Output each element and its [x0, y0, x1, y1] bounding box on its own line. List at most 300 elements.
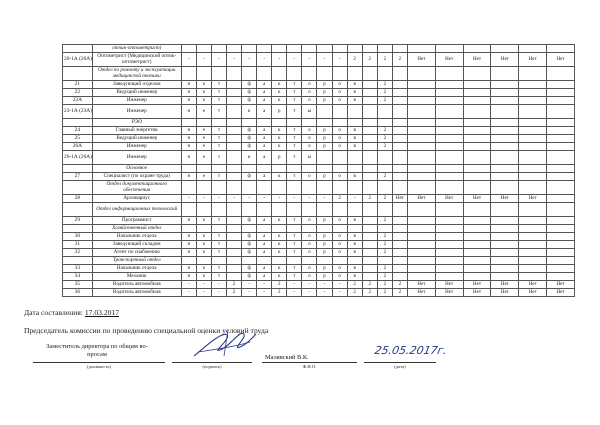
factor-cell	[547, 45, 575, 53]
factor-cell: т	[211, 143, 226, 151]
factor-cell: о	[302, 135, 317, 143]
factor-cell: е	[196, 127, 211, 135]
factor-cell: Нет	[463, 289, 491, 297]
factor-cell	[491, 181, 519, 195]
factor-cell: 2	[272, 281, 287, 289]
row-number	[63, 119, 93, 127]
factor-cell: а	[257, 89, 272, 97]
factor-cell: ф	[242, 217, 257, 225]
factor-cell	[463, 233, 491, 241]
factor-cell: 2	[392, 281, 407, 289]
factor-cell: в	[347, 241, 362, 249]
factor-cell: е	[196, 217, 211, 225]
factor-cell: в	[347, 233, 362, 241]
section-title: РЭО	[92, 119, 181, 127]
factor-cell	[435, 81, 463, 89]
factor-cell	[227, 273, 242, 281]
factor-cell: е	[196, 97, 211, 105]
factor-cell	[362, 241, 377, 249]
factor-cell: а	[257, 241, 272, 249]
factor-cell: ф	[242, 97, 257, 105]
factor-cell	[547, 135, 575, 143]
factor-cell	[392, 165, 407, 173]
signature-underline	[172, 362, 252, 363]
factor-cell: Нет	[519, 195, 547, 203]
table-row	[63, 53, 575, 67]
factor-cell	[392, 173, 407, 181]
factor-cell: Нет	[519, 281, 547, 289]
factor-cell: Нет	[407, 289, 435, 297]
factor-cell	[463, 97, 491, 105]
factor-cell: о	[302, 233, 317, 241]
factor-cell: Нет	[435, 195, 463, 203]
section-title: Отдел информационных технологий	[92, 203, 181, 217]
factor-cell: -	[242, 289, 257, 297]
row-number: 28	[63, 195, 93, 203]
factor-cell: ф	[242, 143, 257, 151]
factor-cell: о	[332, 249, 347, 257]
factor-cell	[196, 45, 211, 53]
factor-cell	[491, 151, 519, 165]
factor-cell	[347, 105, 362, 119]
factor-cell	[227, 67, 242, 81]
factor-cell: -	[257, 53, 272, 67]
factor-cell: т	[211, 217, 226, 225]
factor-cell: -	[211, 195, 226, 203]
factor-cell	[392, 265, 407, 273]
factor-cell: -	[181, 289, 196, 297]
factor-cell: о	[302, 127, 317, 135]
factor-cell: о	[332, 81, 347, 89]
factor-cell	[196, 119, 211, 127]
caption-signature: (подпись)	[202, 364, 222, 369]
factor-cell: о	[332, 173, 347, 181]
factor-cell: -	[302, 53, 317, 67]
factor-cell	[362, 127, 377, 135]
factor-cell	[181, 181, 196, 195]
factor-cell	[435, 127, 463, 135]
factor-cell	[362, 135, 377, 143]
factor-cell: -	[332, 289, 347, 297]
table-row	[63, 265, 575, 273]
factor-cell: н	[181, 143, 196, 151]
position-name: Водитель автомобиля	[92, 281, 181, 289]
factor-cell	[347, 67, 362, 81]
factor-cell: Нет	[407, 195, 435, 203]
factor-cell	[377, 119, 392, 127]
factor-cell	[362, 265, 377, 273]
factor-cell: т	[287, 249, 302, 257]
factor-cell: ф	[242, 273, 257, 281]
factor-cell: р	[317, 233, 332, 241]
factor-cell: в	[347, 143, 362, 151]
row-number	[63, 67, 93, 81]
row-number	[63, 203, 93, 217]
factor-cell	[491, 173, 519, 181]
factor-cell: 2	[377, 97, 392, 105]
factor-cell: н	[181, 127, 196, 135]
factor-cell	[491, 233, 519, 241]
factor-cell	[242, 119, 257, 127]
factor-cell	[272, 203, 287, 217]
row-number: 22	[63, 89, 93, 97]
factor-cell	[435, 89, 463, 97]
factor-cell	[407, 105, 435, 119]
factor-cell: 2	[392, 289, 407, 297]
factor-cell: 2	[272, 289, 287, 297]
factor-cell: а	[257, 105, 272, 119]
factor-cell	[347, 203, 362, 217]
factor-cell: -	[302, 289, 317, 297]
factor-cell: а	[257, 273, 272, 281]
compilation-date-value: 17.03.2017	[84, 308, 119, 317]
position-name: Механик	[92, 273, 181, 281]
factor-cell	[407, 233, 435, 241]
factor-cell: о	[302, 241, 317, 249]
factor-cell	[547, 225, 575, 233]
factor-cell	[242, 257, 257, 265]
factor-cell: ф	[242, 81, 257, 89]
factor-cell: -	[317, 53, 332, 67]
factor-cell	[491, 81, 519, 89]
factor-cell: к	[272, 233, 287, 241]
position-name: Начальник отдела	[92, 233, 181, 241]
factor-cell	[547, 143, 575, 151]
factor-cell: т	[287, 151, 302, 165]
factor-cell	[287, 165, 302, 173]
section-title: Отдел документационного обеспечения	[92, 181, 181, 195]
factor-cell: т	[211, 249, 226, 257]
factor-cell: р	[272, 105, 287, 119]
factor-cell: т	[211, 81, 226, 89]
section-title: оптик-оптометрист)	[92, 45, 181, 53]
factor-cell	[463, 45, 491, 53]
section-row	[63, 203, 575, 217]
factor-cell: ф	[242, 241, 257, 249]
factor-cell	[435, 257, 463, 265]
factor-cell: т	[287, 105, 302, 119]
factor-cell: р	[317, 173, 332, 181]
factor-cell	[519, 165, 547, 173]
factor-cell: 2	[227, 289, 242, 297]
factor-cell: т	[211, 173, 226, 181]
row-number: 31	[63, 241, 93, 249]
factor-cell: ф	[242, 173, 257, 181]
section-row	[63, 165, 575, 173]
factor-cell	[181, 165, 196, 173]
factor-cell	[211, 45, 226, 53]
factor-cell: 2	[347, 53, 362, 67]
factor-cell	[491, 265, 519, 273]
factor-cell	[362, 143, 377, 151]
factor-cell: Нет	[491, 195, 519, 203]
factor-cell: 2	[377, 53, 392, 67]
factor-cell	[211, 67, 226, 81]
factor-cell: р	[317, 249, 332, 257]
factor-cell	[435, 241, 463, 249]
factor-cell: а	[257, 143, 272, 151]
factor-cell	[435, 105, 463, 119]
factor-cell: -	[257, 195, 272, 203]
section-title: Отдел по ремонту и эксплуатации медицинской техники	[92, 67, 181, 81]
factor-cell	[362, 173, 377, 181]
factor-cell	[362, 217, 377, 225]
factor-cell: о	[302, 217, 317, 225]
factor-cell	[257, 181, 272, 195]
factor-cell	[435, 273, 463, 281]
factor-cell	[317, 225, 332, 233]
factor-cell: Нет	[547, 53, 575, 67]
position-name: Инженер	[92, 105, 181, 119]
factor-cell	[362, 119, 377, 127]
factor-cell: т	[211, 127, 226, 135]
factor-cell: Нет	[407, 281, 435, 289]
factor-cell	[227, 173, 242, 181]
factor-cell	[181, 203, 196, 217]
factor-cell	[272, 45, 287, 53]
position-name: Инженер	[92, 151, 181, 165]
factor-cell	[435, 151, 463, 165]
factor-cell	[302, 181, 317, 195]
factor-cell: Нет	[392, 195, 407, 203]
factor-cell	[227, 203, 242, 217]
factor-cell	[392, 135, 407, 143]
factor-cell	[407, 89, 435, 97]
factor-cell	[377, 45, 392, 53]
factor-cell: Нет	[491, 281, 519, 289]
factor-cell: т	[287, 217, 302, 225]
factor-cell	[547, 127, 575, 135]
factor-cell	[491, 135, 519, 143]
factor-cell	[463, 151, 491, 165]
factor-cell	[227, 45, 242, 53]
factor-cell	[407, 249, 435, 257]
factor-cell: Нет	[435, 53, 463, 67]
factor-cell	[407, 241, 435, 249]
factor-cell: е	[196, 273, 211, 281]
factor-cell: -	[196, 53, 211, 67]
position-name: Ведущий инженер	[92, 135, 181, 143]
factor-cell: в	[347, 265, 362, 273]
factor-cell	[332, 225, 347, 233]
factor-cell	[491, 105, 519, 119]
factor-cell: т	[211, 151, 226, 165]
table-row	[63, 249, 575, 257]
compilation-date-line	[24, 308, 119, 317]
factor-cell: -	[227, 195, 242, 203]
factor-cell	[272, 67, 287, 81]
factor-cell	[407, 273, 435, 281]
factor-cell: к	[272, 81, 287, 89]
factor-cell	[519, 67, 547, 81]
factor-cell: р	[317, 97, 332, 105]
factor-cell	[435, 97, 463, 105]
factor-cell: 2	[377, 173, 392, 181]
factor-cell: Нет	[463, 195, 491, 203]
position-underline	[33, 362, 165, 363]
factor-cell	[362, 203, 377, 217]
factor-cell: н	[181, 81, 196, 89]
factor-cell: -	[272, 53, 287, 67]
factor-cell	[332, 119, 347, 127]
row-number: 30	[63, 233, 93, 241]
factor-cell	[317, 105, 332, 119]
factor-cell	[287, 225, 302, 233]
factor-cell: 2	[377, 143, 392, 151]
factor-cell: 2	[377, 241, 392, 249]
factor-cell	[392, 273, 407, 281]
factor-cell	[491, 97, 519, 105]
factor-cell: к	[272, 217, 287, 225]
factor-cell	[547, 173, 575, 181]
factor-cell	[547, 203, 575, 217]
factor-cell: р	[317, 89, 332, 97]
section-row	[63, 181, 575, 195]
factor-cell: т	[211, 273, 226, 281]
factor-cell: -	[317, 289, 332, 297]
factor-cell: -	[242, 281, 257, 289]
factor-cell: -	[227, 53, 242, 67]
factor-cell: 2	[377, 289, 392, 297]
factor-cell	[227, 165, 242, 173]
factor-cell	[272, 119, 287, 127]
factor-cell: т	[211, 105, 226, 119]
factor-cell	[547, 105, 575, 119]
factor-cell	[227, 81, 242, 89]
factor-cell: е	[196, 143, 211, 151]
factor-cell: р	[317, 127, 332, 135]
factor-cell	[519, 151, 547, 165]
factor-cell: о	[302, 265, 317, 273]
factor-cell: 2	[377, 281, 392, 289]
factor-cell	[519, 89, 547, 97]
factor-cell	[257, 165, 272, 173]
factor-cell: в	[347, 127, 362, 135]
factor-cell	[242, 181, 257, 195]
factor-cell	[407, 173, 435, 181]
factor-cell	[407, 81, 435, 89]
factor-cell: -	[181, 53, 196, 67]
factor-cell: -	[196, 195, 211, 203]
table-row	[63, 273, 575, 281]
factor-cell: 2	[347, 289, 362, 297]
factor-cell	[377, 203, 392, 217]
factor-cell	[407, 181, 435, 195]
row-number: 23-1А (23А)	[63, 105, 93, 119]
factor-cell	[272, 181, 287, 195]
factor-cell	[491, 89, 519, 97]
factor-cell	[332, 67, 347, 81]
factor-cell	[332, 203, 347, 217]
factor-cell	[181, 225, 196, 233]
factor-cell: Нет	[547, 289, 575, 297]
factor-cell	[227, 257, 242, 265]
factor-cell	[491, 67, 519, 81]
factor-cell	[547, 165, 575, 173]
factor-cell	[332, 45, 347, 53]
factor-cell: т	[287, 273, 302, 281]
factor-cell	[463, 241, 491, 249]
factor-cell	[302, 203, 317, 217]
factor-cell: к	[272, 89, 287, 97]
section-row	[63, 119, 575, 127]
assessment-table	[62, 44, 575, 297]
factor-cell	[377, 151, 392, 165]
row-number	[63, 165, 93, 173]
factor-cell: Нет	[519, 53, 547, 67]
factor-cell: -	[211, 289, 226, 297]
factor-cell: е	[196, 173, 211, 181]
factor-cell	[547, 257, 575, 265]
factor-cell: -	[257, 281, 272, 289]
factor-cell: о	[302, 97, 317, 105]
factor-cell	[362, 151, 377, 165]
factor-cell	[362, 81, 377, 89]
factor-cell: Нет	[435, 289, 463, 297]
factor-cell	[519, 45, 547, 53]
factor-cell: о	[332, 143, 347, 151]
signer-position-line1: Заместитель директора по общим во-	[46, 343, 148, 350]
factor-cell	[181, 67, 196, 81]
factor-cell	[377, 257, 392, 265]
factor-cell: н	[181, 265, 196, 273]
factor-cell: е	[196, 81, 211, 89]
factor-cell: ы	[302, 151, 317, 165]
factor-cell	[227, 265, 242, 273]
factor-cell	[463, 257, 491, 265]
factor-cell	[435, 265, 463, 273]
factor-cell	[519, 203, 547, 217]
factor-cell: о	[302, 143, 317, 151]
factor-cell	[377, 105, 392, 119]
factor-cell: Нет	[491, 289, 519, 297]
factor-cell	[392, 217, 407, 225]
factor-cell	[347, 119, 362, 127]
factor-cell: р	[317, 143, 332, 151]
factor-cell	[332, 181, 347, 195]
factor-cell: т	[287, 143, 302, 151]
factor-cell	[181, 45, 196, 53]
factor-cell	[463, 127, 491, 135]
factor-cell	[519, 119, 547, 127]
factor-cell: -	[242, 53, 257, 67]
factor-cell: е	[196, 265, 211, 273]
handwritten-signature	[190, 326, 260, 362]
row-number	[63, 45, 93, 53]
factor-cell	[519, 265, 547, 273]
factor-cell	[211, 203, 226, 217]
factor-cell: -	[196, 281, 211, 289]
factor-cell	[287, 181, 302, 195]
factor-cell: о	[302, 173, 317, 181]
factor-cell	[435, 217, 463, 225]
row-number: 26-1А (26А)	[63, 151, 93, 165]
factor-cell	[547, 181, 575, 195]
factor-cell	[362, 89, 377, 97]
factor-cell: ф	[242, 127, 257, 135]
factor-cell	[547, 273, 575, 281]
factor-cell	[547, 151, 575, 165]
factor-cell	[519, 273, 547, 281]
factor-cell: р	[317, 265, 332, 273]
factor-cell: а	[257, 127, 272, 135]
factor-cell	[302, 225, 317, 233]
factor-cell	[392, 225, 407, 233]
factor-cell	[392, 233, 407, 241]
factor-cell: т	[211, 97, 226, 105]
factor-cell	[317, 67, 332, 81]
factor-cell: -	[181, 281, 196, 289]
